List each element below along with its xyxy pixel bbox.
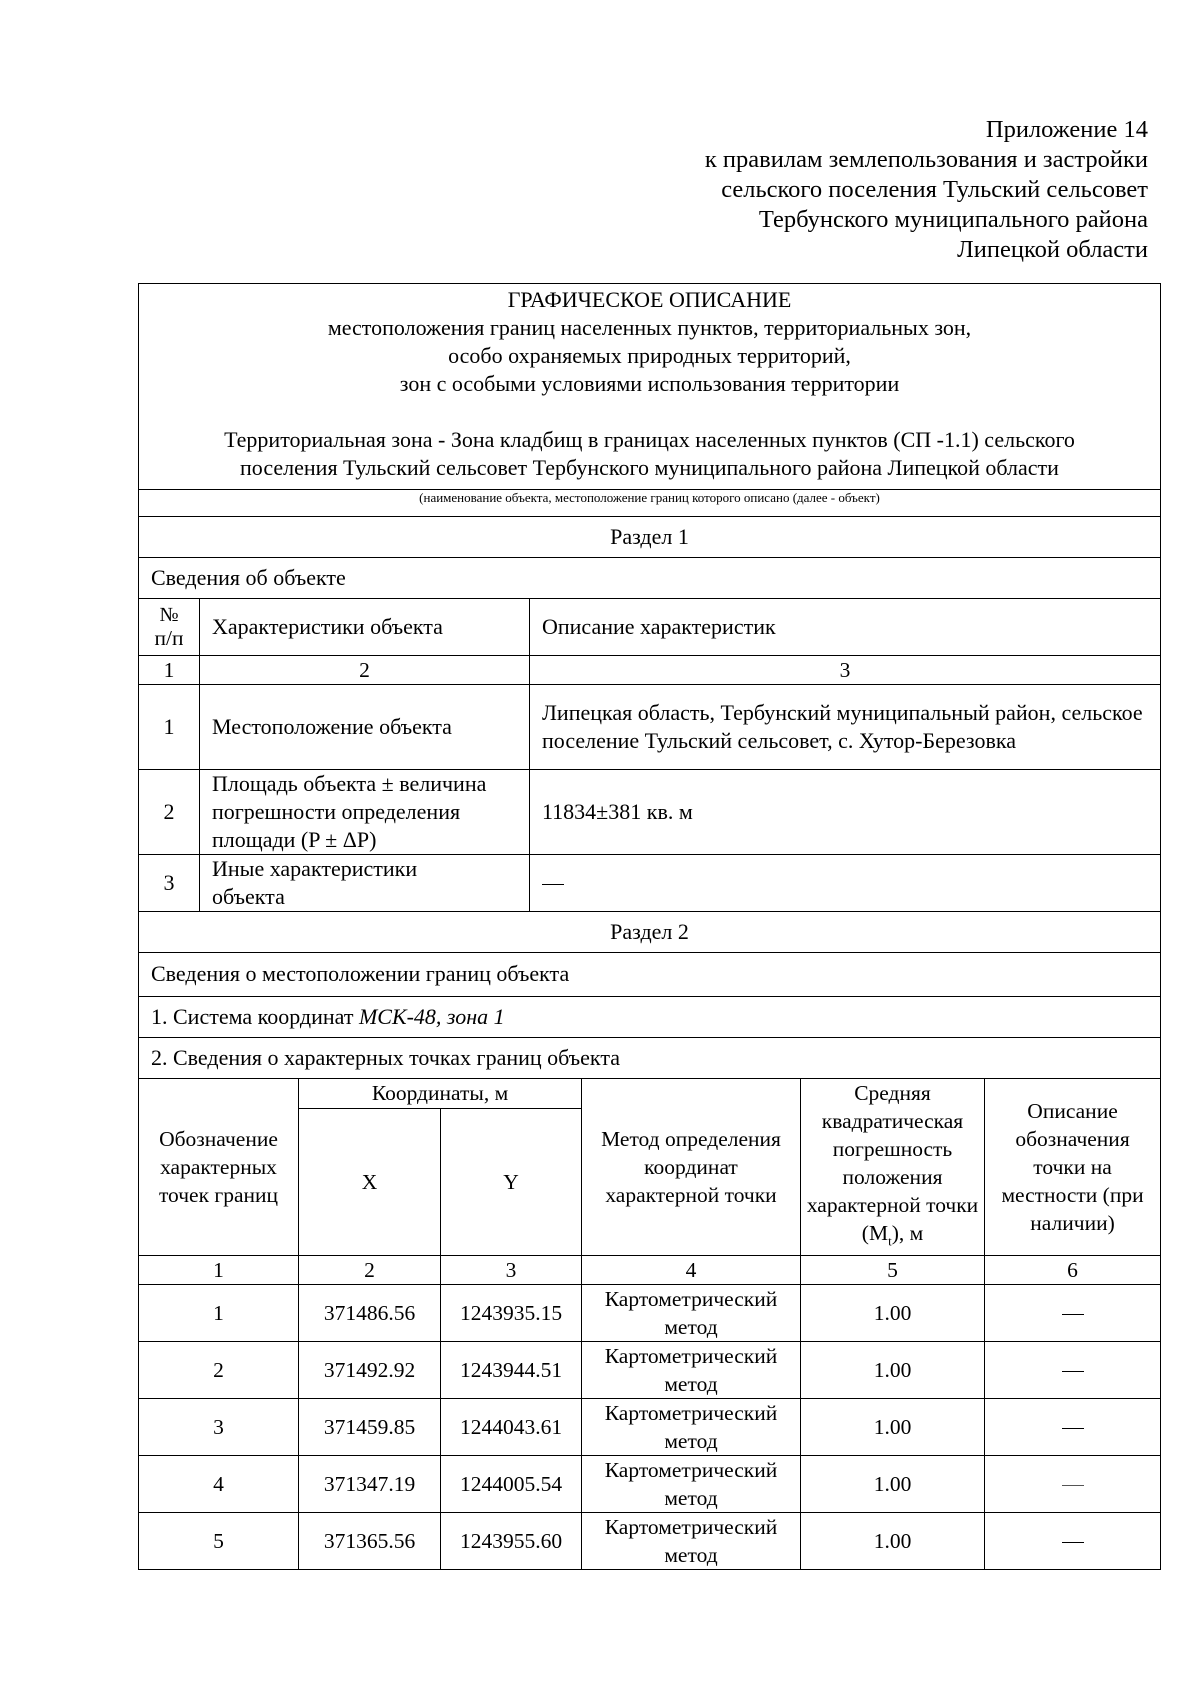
point-y: 1244005.54 (441, 1455, 582, 1512)
col-num-header (139, 599, 200, 656)
error-header-tail: ), м (891, 1220, 924, 1245)
num-abbrev: п/п (154, 626, 184, 650)
point-y: 1243935.15 (441, 1284, 582, 1341)
row-description: 11834±381 кв. м (530, 770, 1161, 855)
appendix-line: Липецкой области (957, 236, 1148, 263)
col-number: 4 (582, 1255, 801, 1284)
error-header-sub: t (888, 1232, 892, 1248)
object-name-line: поселения Тульский сельсовет Тербунского муниципального района Липецкой области (240, 455, 1059, 480)
section1-subtitle: Сведения об объекте (139, 558, 1161, 599)
row-description: Липецкая область, Тербунский муниципальный район, сельское поселение Тульский сельсовет, с. Хутор-Березовка (530, 685, 1161, 770)
table-row (139, 1512, 1161, 1569)
point-description (985, 1398, 1161, 1455)
col-number: 3 (441, 1255, 582, 1284)
col-description-header: Описание характеристик (530, 599, 1161, 656)
col-number: 5 (801, 1255, 985, 1284)
col-number: 1 (139, 656, 200, 685)
table-row (139, 1455, 1161, 1512)
row-description (530, 855, 1161, 912)
row-number: 2 (139, 770, 200, 855)
points-title: 2. Сведения о характерных точках границ объекта (139, 1037, 1161, 1078)
object-name-line: Территориальная зона - Зона кладбищ в границах населенных пунктов (СП -1.1) сельского (224, 427, 1075, 452)
row-number: 3 (139, 855, 200, 912)
point-x: 371459.85 (299, 1398, 441, 1455)
point-method: Картометрический метод (582, 1398, 801, 1455)
table-row (139, 1398, 1161, 1455)
appendix-line: к правилам землепользования и застройки (704, 146, 1148, 173)
col-point-desc-header: Описание обозначения точки на местности (при наличии) (985, 1078, 1161, 1255)
table-row (139, 685, 1161, 770)
table-row (139, 1341, 1161, 1398)
point-number: 1 (139, 1284, 299, 1341)
col-method-header: Метод определения координат характерной точки (582, 1078, 801, 1255)
appendix-line: Тербунского муниципального района (758, 206, 1148, 233)
col-coordinates-header: Координаты, м (299, 1078, 582, 1108)
dash-mark (1062, 1428, 1084, 1429)
title-line: особо охраняемых природных территорий, (448, 343, 851, 368)
section1-table (138, 283, 1161, 912)
point-description (985, 1341, 1161, 1398)
section2-subtitle: Сведения о местоположении границ объекта (139, 952, 1161, 996)
table-row (139, 855, 1161, 912)
appendix-line: сельского поселения Тульский сельсовет (721, 176, 1148, 203)
col-number: 2 (200, 656, 530, 685)
title-line: зон с особыми условиями использования территории (399, 371, 900, 396)
dash-mark (1062, 1371, 1084, 1372)
document-heading: ГРАФИЧЕСКОЕ ОПИСАНИЕ (507, 287, 792, 312)
point-number: 5 (139, 1512, 299, 1569)
col-characteristic-header: Характеристики объекта (200, 599, 530, 656)
appendix-header (548, 115, 1148, 265)
point-error: 1.00 (801, 1512, 985, 1569)
point-y: 1243955.60 (441, 1512, 582, 1569)
dash-mark (1062, 1314, 1084, 1315)
table-row (139, 1284, 1161, 1341)
coordinate-system-value: МСК-48, зона 1 (358, 1003, 505, 1029)
row-characteristic: Местоположение объекта (200, 685, 530, 770)
col-x-header: X (299, 1108, 441, 1255)
dash-mark (1062, 1485, 1084, 1486)
col-designation-header: Обозначение характерных точек границ (139, 1078, 299, 1255)
point-x: 371347.19 (299, 1455, 441, 1512)
point-x: 371492.92 (299, 1341, 441, 1398)
table-row (139, 770, 1161, 855)
col-y-header: Y (441, 1108, 582, 1255)
section1-title: Раздел 1 (139, 517, 1161, 558)
point-description (985, 1284, 1161, 1341)
point-method: Картометрический метод (582, 1284, 801, 1341)
col-number: 6 (985, 1255, 1161, 1284)
section2-title: Раздел 2 (139, 911, 1161, 952)
row-number: 1 (139, 685, 200, 770)
col-number: 1 (139, 1255, 299, 1284)
error-header-text: Средняя квадратическая погрешность положения характерной точки (M (806, 1080, 979, 1245)
appendix-line: Приложение 14 (985, 116, 1148, 143)
dash-mark (542, 884, 564, 885)
point-number: 3 (139, 1398, 299, 1455)
coordinate-system (139, 996, 1161, 1037)
point-y: 1243944.51 (441, 1341, 582, 1398)
point-x: 371365.56 (299, 1512, 441, 1569)
row-characteristic: Иные характеристики объекта (200, 855, 530, 912)
num-sign: № (159, 604, 179, 626)
section2-table (138, 911, 1161, 1570)
point-method: Картометрический метод (582, 1455, 801, 1512)
row-characteristic: Площадь объекта ± величина погрешности определения площади (P ± ΔP) (200, 770, 530, 855)
title-line: местоположения границ населенных пунктов, территориальных зон, (327, 315, 972, 340)
object-note: (наименование объекта, местоположение границ которого описано (далее - объект) (139, 490, 1161, 517)
point-number: 4 (139, 1455, 299, 1512)
point-error: 1.00 (801, 1455, 985, 1512)
point-error: 1.00 (801, 1398, 985, 1455)
title-block (139, 284, 1161, 490)
point-description (985, 1455, 1161, 1512)
point-error: 1.00 (801, 1284, 985, 1341)
coordinate-system-label: 1. Система координат (151, 1003, 359, 1029)
col-number: 3 (530, 656, 1161, 685)
point-method: Картометрический метод (582, 1341, 801, 1398)
point-error: 1.00 (801, 1341, 985, 1398)
document-frame (138, 283, 1160, 1570)
point-method: Картометрический метод (582, 1512, 801, 1569)
point-description (985, 1512, 1161, 1569)
col-number: 2 (299, 1255, 441, 1284)
point-number: 2 (139, 1341, 299, 1398)
point-x: 371486.56 (299, 1284, 441, 1341)
dash-mark (1062, 1542, 1084, 1543)
col-error-header (801, 1078, 985, 1255)
point-y: 1244043.61 (441, 1398, 582, 1455)
